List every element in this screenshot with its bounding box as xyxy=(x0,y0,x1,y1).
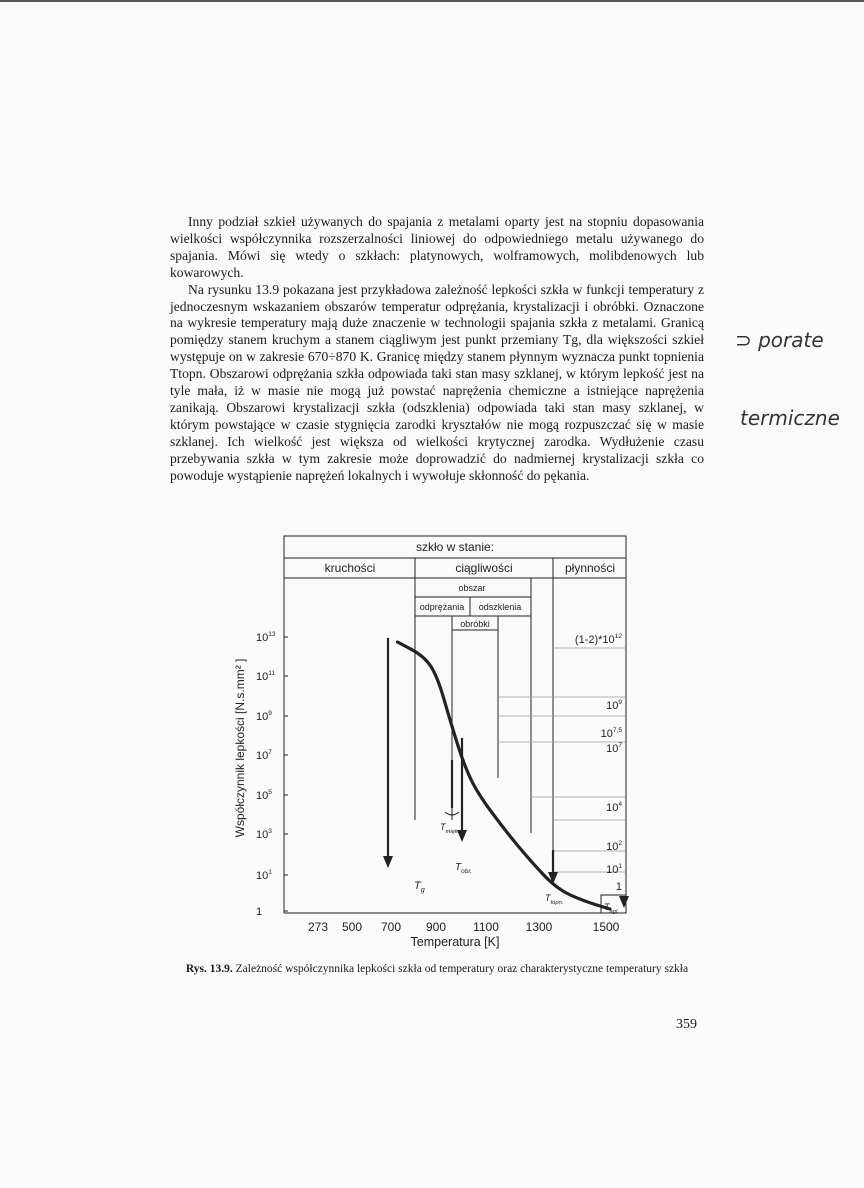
temperature-mark: $T_{mięk.}$ xyxy=(440,822,460,835)
state-plynnosci: płynności xyxy=(564,561,616,575)
y-tick-label: 1 xyxy=(256,906,263,918)
handwritten-note-2: termiczne xyxy=(740,406,840,430)
x-tick-label: 1300 xyxy=(525,920,553,934)
sub-obrobki: obróbki xyxy=(460,619,490,629)
x-tick-labels xyxy=(308,920,620,934)
figure-caption xyxy=(170,962,704,977)
paragraph-1: Inny podział szkieł używanych do spajania z metalami oparty jest na stopniu dopasowania wielkości współczynnika rozszerzalności liniowej do odpowiedniego metalu używanego do spajania. Mówi się wtedy o szkłach: platynowych, wolframowych, molibdenowych lub kowarowych. xyxy=(170,214,704,280)
y-tick-labels xyxy=(256,631,288,918)
x-axis-label: Temperatura [K] xyxy=(410,935,500,949)
y-axis-label: Współczynnik lepkości [N.s.mm² ] xyxy=(233,658,247,838)
y-tick-label: $10^3$ xyxy=(256,828,272,841)
right-level-label: 1 xyxy=(615,881,622,893)
x-tick-label: 1500 xyxy=(592,920,620,934)
x-tick-label: 500 xyxy=(341,920,363,934)
state-kruchosci: kruchości xyxy=(324,561,376,575)
y-tick-label: $10^7$ xyxy=(256,749,272,762)
arrow-agl-head xyxy=(619,896,629,908)
y-tick-label: $10^5$ xyxy=(256,789,272,802)
caption-text: Zależność współczynnika lepkości szkła od temperatury oraz charakterystyczne temperatury szkła xyxy=(232,963,689,975)
right-level-labels xyxy=(575,633,622,893)
y-tick-label: $10^1$ xyxy=(256,869,272,882)
paragraph-2: Na rysunku 13.9 pokazana jest przykładowa zależność lepkości szkła w funkcji temperatury z jednoczesnym wskazaniem obszarów temperatur odprężania, krystalizacji i obróbki. Oznaczone na wykresie temperatury mają duże znaczenie w technologii spajania szkła z metalami. Granicą pomiędzy stanem kruchym a stanem ciągliwym jest punkt przemiany Tg, dla większości szkieł występuje on w zakresie 670÷870 K. Granicę między stanem płynnym wyznacza punkt topnienia Ttopn. Obszarowi odprężania szkła odpowiada taki stan masy szklanej, w którym lepkość jest na tyle mała, iż w masie nie mogą już powstać naprężenia chemiczne a istniejące naprężenia zanikają. Obszarowi krystalizacji szkła (odszklenia) odpowiada taki stan masy szklanej, w którym powstające w czasie stygnięcia zarodki kryształów nie mogą rozpuszczać się w masie szklanej. Ich wielkość jest większa od wielkości krytycznej zarodka. Wydłużenie czasu przebywania szkła w tym zakresie może doprowadzić do nadmiernej krystalizacji szkła co powoduje wystąpienie naprężeń lokalnych i wywołuje skłonność do pękania. xyxy=(170,281,704,483)
sub-odszklenia: odszklenia xyxy=(478,602,522,612)
y-tick-label: $10^{11}$ xyxy=(256,670,276,683)
caption-label: Rys. 13.9. xyxy=(185,963,233,975)
viscosity-curve xyxy=(397,642,610,909)
right-level-label: 10$^{7,5}$ xyxy=(600,727,622,740)
arrow-tg-head xyxy=(383,856,393,868)
y-tick-label: $10^{13}$ xyxy=(256,631,276,644)
temperature-mark: $T_{obr.}$ xyxy=(455,862,473,875)
x-tick-label: 273 xyxy=(307,920,329,934)
right-level-label: $10^2$ xyxy=(606,840,622,853)
sub-odprezania: odprężania xyxy=(419,602,465,612)
right-level-label: $10^9$ xyxy=(606,699,622,712)
temperature-mark: $T_{topn.}$ xyxy=(545,893,564,906)
y-tick-label: $10^9$ xyxy=(256,710,272,723)
x-tick-label: 900 xyxy=(425,920,447,934)
sub-obszar: obszar xyxy=(458,583,486,593)
state-ciagliwosci: ciągliwości xyxy=(455,561,513,575)
right-level-label: $10^1$ xyxy=(606,863,622,876)
header-top: szkło w stanie: xyxy=(415,540,495,554)
right-level-label: $10^4$ xyxy=(606,801,622,814)
temperature-mark: $T_{agl.}$ xyxy=(604,902,619,915)
handwritten-note-1: ⊃ porate xyxy=(735,328,824,352)
right-level-label: $(1-2)*10^{12}$ xyxy=(574,633,622,646)
x-tick-label: 700 xyxy=(380,920,402,934)
right-level-label: $10^7$ xyxy=(606,742,622,755)
x-tick-label: 1100 xyxy=(473,920,499,934)
page-number: 359 xyxy=(676,1017,697,1032)
temperature-mark: $T_g$ xyxy=(414,880,425,894)
